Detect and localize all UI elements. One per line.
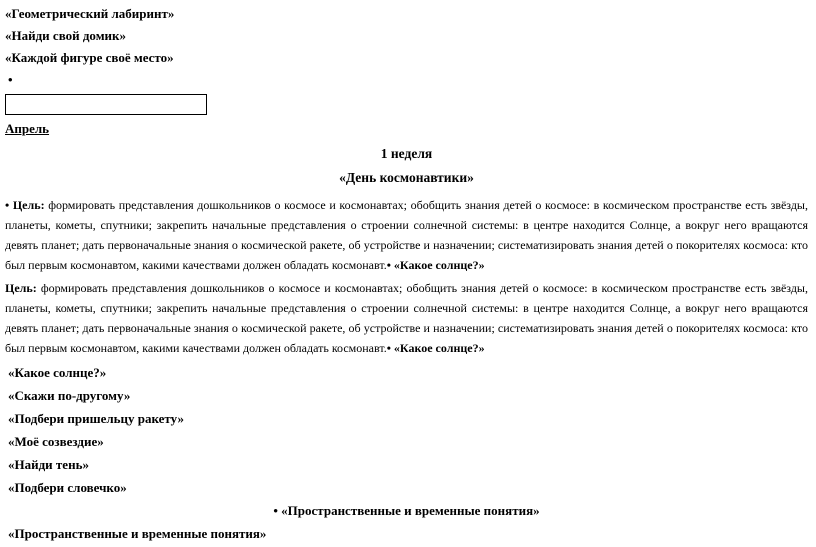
empty-text-box[interactable]: [5, 94, 207, 115]
heading-my-constellation: «Моё созвездие»: [8, 434, 104, 449]
goal2-text: формировать представления дошкольников о космосе и космонавтах; обобщить знания детей о космосе: в космическом пространстве есть звёзды, планеты, кометы, спутники; закрепить начальные представления о строении солнечной системы: в центре находится Солнце, а вокруг него вращаются девять планет; дать первоначальные знания о космической ракете, об устройстве и назначении; систематизировать знания детей о покорителях космоса: кто был первым космонавтом, какими качествами должен обладать космонавт.: [5, 281, 808, 355]
goal2-suffix: • «Какое солнце?»: [386, 341, 485, 355]
goal1-label: • Цель:: [5, 198, 45, 212]
heading-pick-rocket: «Подбери пришельцу ракету»: [8, 411, 184, 426]
goal1-suffix: • «Какое солнце?»: [386, 258, 485, 272]
heading-what-sun: «Какое солнце?»: [8, 365, 107, 380]
goal-paragraph-2: [5, 278, 808, 358]
heading-pick-word: «Подбери словечко»: [8, 480, 127, 495]
heading-find-shadow: «Найди тень»: [8, 457, 89, 472]
heading-spatial-temporal: «Пространственные и временные понятия»: [8, 526, 267, 541]
theme-title: «День космонавтики»: [339, 170, 474, 185]
heading-find-your-house: «Найди свой домик»: [5, 28, 127, 43]
month-label: Апрель: [5, 121, 50, 136]
centered-spatial-temporal-item: • «Пространственные и временные понятия»: [273, 503, 540, 518]
goal-paragraph-1: [5, 195, 808, 275]
heading-each-figure-place: «Каждой фигуре своё место»: [5, 50, 174, 65]
heading-say-differently: «Скажи по-другому»: [8, 388, 131, 403]
empty-bullet-item: •: [8, 72, 13, 87]
goal1-text: формировать представления дошкольников о космосе и космонавтах; обобщить знания детей о космосе: в космическом пространстве есть звёзды, планеты, кометы, спутники; закрепить начальные представления о строении солнечной системы: в центре находится Солнце, а вокруг него вращаются девять планет; дать первоначальные знания о космической ракете, об устройстве и назначении; систематизировать знания детей о покорителях космоса: кто был первым космонавтом, какими качествами должен обладать космонавт.: [5, 198, 808, 272]
goal2-label: Цель:: [5, 281, 37, 295]
week-label: 1 неделя: [380, 146, 433, 161]
heading-geometric-labyrinth: «Геометрический лабиринт»: [5, 6, 175, 21]
